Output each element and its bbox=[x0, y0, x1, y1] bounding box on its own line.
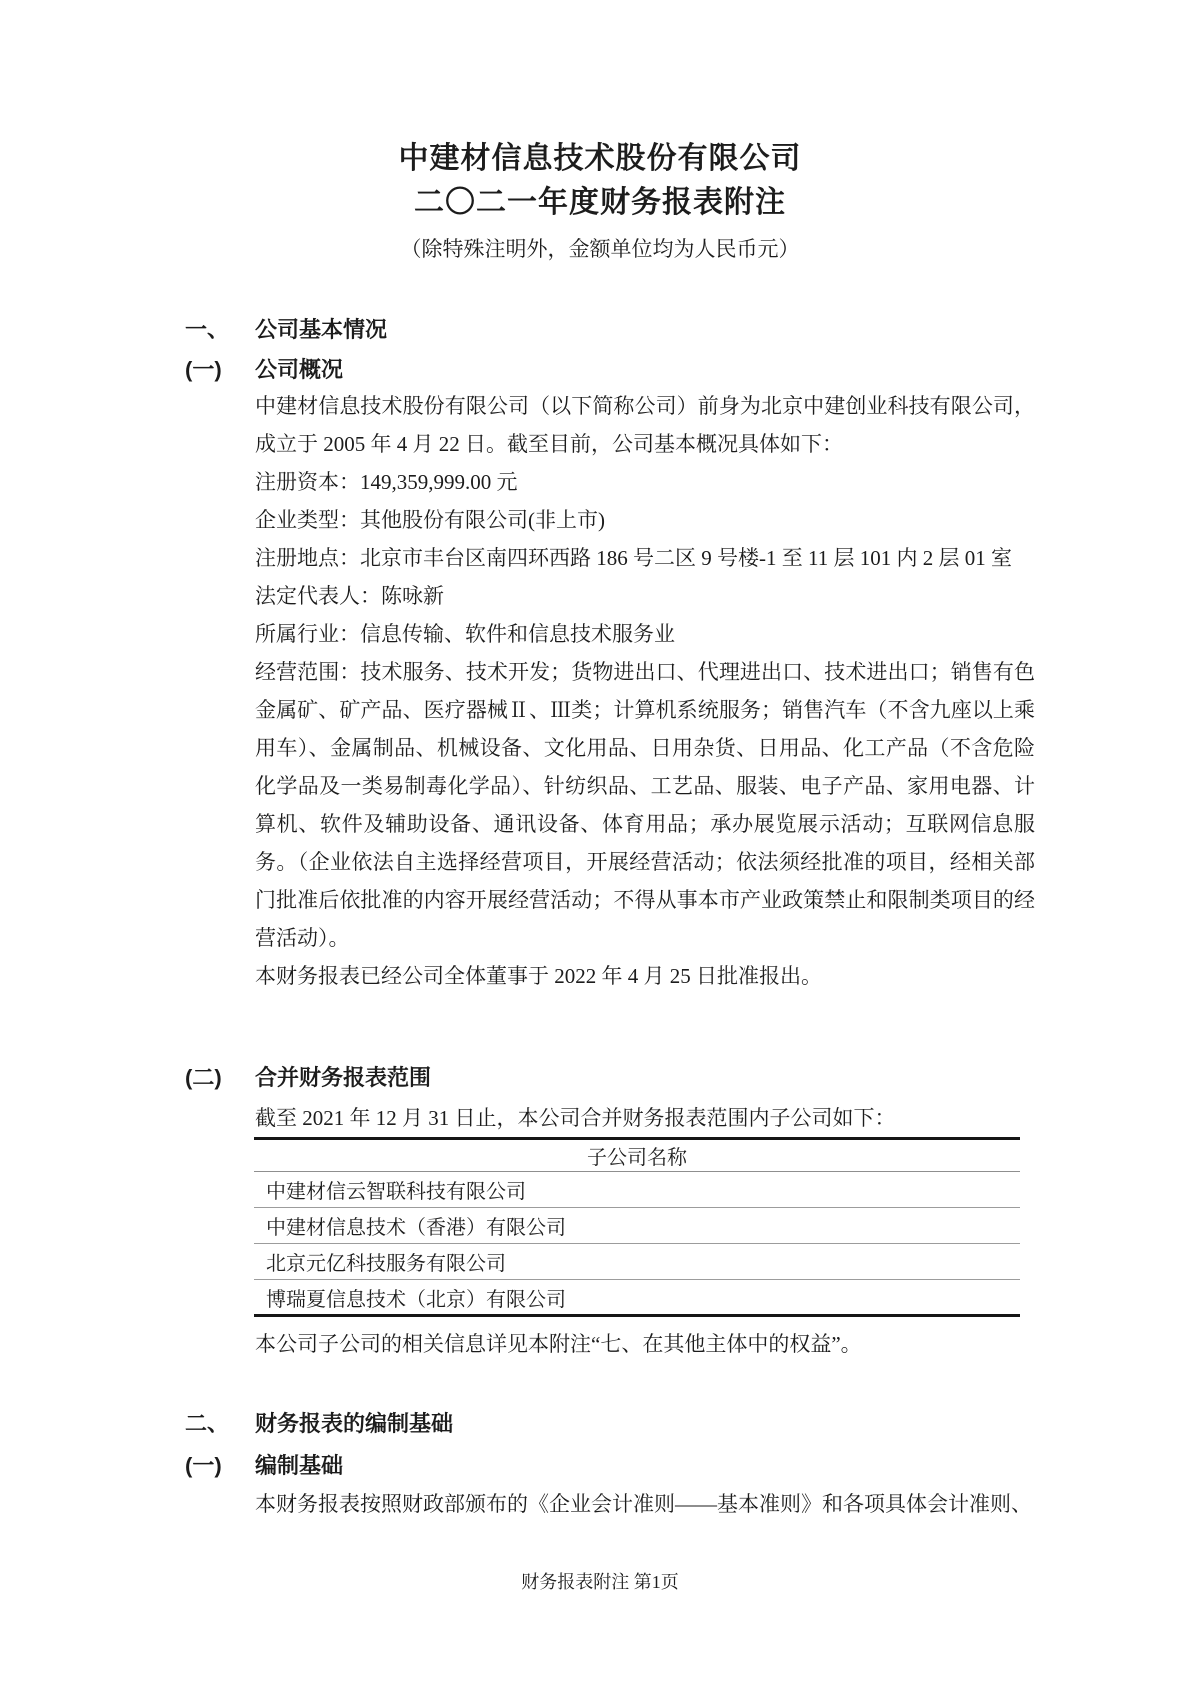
paragraph-subsidiary-note: 本公司子公司的相关信息详见本附注“七、在其他主体中的权益”。 bbox=[255, 1332, 862, 1356]
currency-unit-note: （除特殊注明外，金额单位均为人民币元） bbox=[400, 237, 800, 261]
section-number: (二) bbox=[185, 1065, 222, 1090]
table-cell-subsidiary: 中建材信息技术（香港）有限公司 bbox=[254, 1208, 1020, 1244]
paragraph-intro: 中建材信息技术股份有限公司（以下简称公司）前身为北京中建创业科技有限公司，成立于 2005 年 4 月 22 日。截至目前，公司基本概况具体如下： bbox=[255, 394, 1035, 456]
document-title: 中建材信息技术股份有限公司 bbox=[398, 142, 802, 175]
table-row bbox=[254, 1172, 1020, 1208]
table-header-subsidiary-name: 子公司名称 bbox=[254, 1139, 1020, 1172]
paragraph-registered-capital: 注册资本：149,359,999.00 元 bbox=[255, 470, 518, 494]
table-row bbox=[254, 1208, 1020, 1244]
table-cell-subsidiary: 博瑞夏信息技术（北京）有限公司 bbox=[266, 1288, 566, 1311]
company-overview-body bbox=[255, 387, 1035, 995]
section-title: 公司基本情况 bbox=[255, 317, 388, 342]
section-title: 编制基础 bbox=[255, 1453, 344, 1478]
subsidiaries-table bbox=[254, 1137, 1020, 1317]
section-number: 一、 bbox=[185, 317, 230, 342]
table-row bbox=[254, 1244, 1020, 1280]
section-basic-info bbox=[185, 315, 1200, 345]
table-cell-subsidiary: 北京元亿科技服务有限公司 bbox=[254, 1244, 1020, 1280]
section-consolidation-scope bbox=[185, 1063, 1200, 1093]
subsidiaries-table-wrap bbox=[254, 1137, 1020, 1317]
section-title: 公司概况 bbox=[255, 357, 344, 382]
document-subtitle: 二〇二一年度财务报表附注 bbox=[414, 186, 786, 219]
title-block bbox=[0, 0, 1200, 262]
table-cell-subsidiary: 中建材信云智联科技有限公司 bbox=[254, 1172, 1020, 1208]
section-number: (一) bbox=[185, 357, 222, 382]
paragraph-legal-representative: 法定代表人：陈咏新 bbox=[255, 584, 444, 608]
section-number: 二、 bbox=[185, 1411, 230, 1436]
paragraph-company-type: 企业类型：其他股份有限公司(非上市) bbox=[255, 508, 605, 532]
paragraph-scope-intro: 截至 2021 年 12 月 31 日止，本公司合并财务报表范围内子公司如下： bbox=[255, 1106, 896, 1130]
table-row bbox=[254, 1280, 1020, 1316]
section-preparation-basis bbox=[185, 1409, 1200, 1439]
paragraph-industry: 所属行业：信息传输、软件和信息技术服务业 bbox=[255, 622, 675, 646]
table-header-row bbox=[254, 1139, 1020, 1172]
section-title: 财务报表的编制基础 bbox=[255, 1411, 454, 1436]
paragraph-basis-text: 本财务报表按照财政部颁布的《企业会计准则——基本准则》和各项具体会计准则、 bbox=[255, 1492, 1032, 1516]
section-number: (一) bbox=[185, 1453, 222, 1478]
paragraph-registered-address: 注册地点：北京市丰台区南四环西路 186 号二区 9 号楼-1 至 11 层 101 内 2 层 01 室 bbox=[255, 546, 1012, 570]
page-footer: 财务报表附注 第1页 bbox=[521, 1572, 679, 1592]
section-basis bbox=[185, 1451, 1200, 1481]
paragraph-business-scope: 经营范围：技术服务、技术开发；货物进出口、代理进出口、技术进出口；销售有色金属矿、矿产品、医疗器械Ⅱ、Ⅲ类；计算机系统服务；销售汽车（不含九座以上乘用车）、金属制品、机械设备、文化用品、日用杂货、日用品、化工产品（不含危险化学品及一类易制毒化学品）、针纺织品、工艺品、服装、电子产品、家用电器、计算机、软件及辅助设备、通讯设备、体育用品；承办展览展示活动；互联网信息服务。（企业依法自主选择经营项目，开展经营活动；依法须经批准的项目，经相关部门批准后依批准的内容开展经营活动；不得从事本市产业政策禁止和限制类项目的经营活动）。 bbox=[255, 660, 1035, 950]
paragraph-approval-date: 本财务报表已经公司全体董事于 2022 年 4 月 25 日批准报出。 bbox=[255, 964, 822, 988]
section-title: 合并财务报表范围 bbox=[255, 1065, 432, 1090]
section-company-overview bbox=[185, 355, 1200, 385]
